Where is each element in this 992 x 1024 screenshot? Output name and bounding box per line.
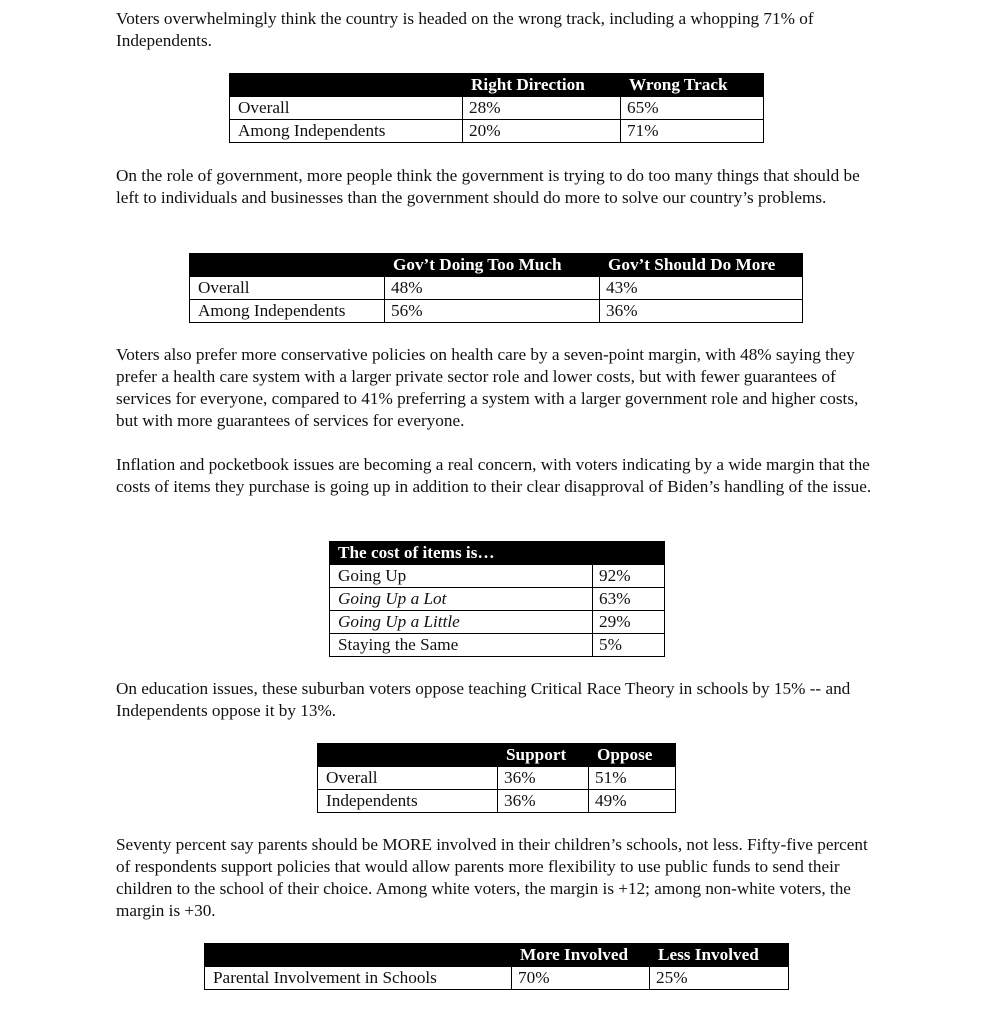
table-header-cost: The cost of items is…: [330, 542, 665, 565]
row-label: Overall: [318, 767, 498, 790]
cell-value: 63%: [593, 588, 665, 611]
table-header-blank: [230, 74, 463, 97]
cost-table: [329, 541, 665, 657]
row-label: Going Up a Lot: [330, 588, 593, 611]
cell-value: 36%: [498, 767, 589, 790]
cell-value: 36%: [600, 300, 803, 323]
table-row: [330, 588, 665, 611]
cell-value: 25%: [650, 967, 789, 990]
table-header-blank: [318, 744, 498, 767]
table-row: [318, 767, 676, 790]
row-label: Among Independents: [190, 300, 385, 323]
paragraph-role-of-government: On the role of government, more people think the government is trying to do too many things that should be left to individuals and businesses than the government should do more to solve our country’s problems.: [116, 166, 860, 207]
table-header-blank: [205, 944, 512, 967]
table-row: [230, 97, 764, 120]
table-header-row: [330, 542, 665, 565]
cell-value: 92%: [593, 565, 665, 588]
table-row: [190, 277, 803, 300]
paragraph-inflation: Inflation and pocketbook issues are becoming a real concern, with voters indicating by a wide margin that the costs of items they purchase is going up in addition to their clear disapproval of Biden’s handling of the issue.: [116, 455, 872, 496]
table-row: [318, 790, 676, 813]
paragraph-parental-involvement: Seventy percent say parents should be MORE involved in their children’s schools, not less. Fifty-five percent of respondents support policies that would allow parents more flexibility to use public funds to send their children to the school of their choice. Among white voters, the margin is +12; among non-white voters, the margin is +30.: [116, 835, 868, 920]
table-header-less-involved: Less Involved: [650, 944, 789, 967]
paragraph-health-care: Voters also prefer more conservative policies on health care by a seven-point margin, with 48% saying they prefer a health care system with a larger private sector role and lower costs, but with fewer guarantees of services for everyone, compared to 41% preferring a system with a larger government role and higher costs, but with more guarantees of services for everyone.: [116, 345, 859, 430]
row-label: Overall: [230, 97, 463, 120]
cell-value: 56%: [385, 300, 600, 323]
table-row: [330, 634, 665, 657]
cell-value: 51%: [589, 767, 676, 790]
row-label: Going Up: [330, 565, 593, 588]
table-header-right-direction: Right Direction: [463, 74, 621, 97]
cell-value: 43%: [600, 277, 803, 300]
table-header-blank: [190, 254, 385, 277]
cell-value: 36%: [498, 790, 589, 813]
direction-table: [229, 73, 764, 143]
table-header-row: [318, 744, 676, 767]
row-label: Going Up a Little: [330, 611, 593, 634]
cell-value: 70%: [512, 967, 650, 990]
table-row: [330, 611, 665, 634]
table-header-doing-too-much: Gov’t Doing Too Much: [385, 254, 600, 277]
crt-table: [317, 743, 676, 813]
row-label: Among Independents: [230, 120, 463, 143]
row-label: Staying the Same: [330, 634, 593, 657]
cell-value: 28%: [463, 97, 621, 120]
table-row: [190, 300, 803, 323]
table-header-support: Support: [498, 744, 589, 767]
table-row: [230, 120, 764, 143]
table-row: [330, 565, 665, 588]
parental-table: [204, 943, 789, 990]
government-table: [189, 253, 803, 323]
cell-value: 71%: [621, 120, 764, 143]
table-header-row: [205, 944, 789, 967]
row-label: Independents: [318, 790, 498, 813]
table-header-row: [230, 74, 764, 97]
table-header-wrong-track: Wrong Track: [621, 74, 764, 97]
table-header-row: [190, 254, 803, 277]
paragraph-education: On education issues, these suburban voters oppose teaching Critical Race Theory in schools by 15% -- and Independents oppose it by 13%.: [116, 679, 851, 720]
cell-value: 48%: [385, 277, 600, 300]
cell-value: 29%: [593, 611, 665, 634]
cell-value: 5%: [593, 634, 665, 657]
table-header-more-involved: More Involved: [512, 944, 650, 967]
table-header-should-do-more: Gov’t Should Do More: [600, 254, 803, 277]
paragraph-wrong-track: Voters overwhelmingly think the country is headed on the wrong track, including a whopping 71% of Independents.: [116, 9, 814, 50]
table-header-oppose: Oppose: [589, 744, 676, 767]
cell-value: 49%: [589, 790, 676, 813]
row-label: Parental Involvement in Schools: [205, 967, 512, 990]
row-label: Overall: [190, 277, 385, 300]
cell-value: 20%: [463, 120, 621, 143]
table-row: [205, 967, 789, 990]
cell-value: 65%: [621, 97, 764, 120]
